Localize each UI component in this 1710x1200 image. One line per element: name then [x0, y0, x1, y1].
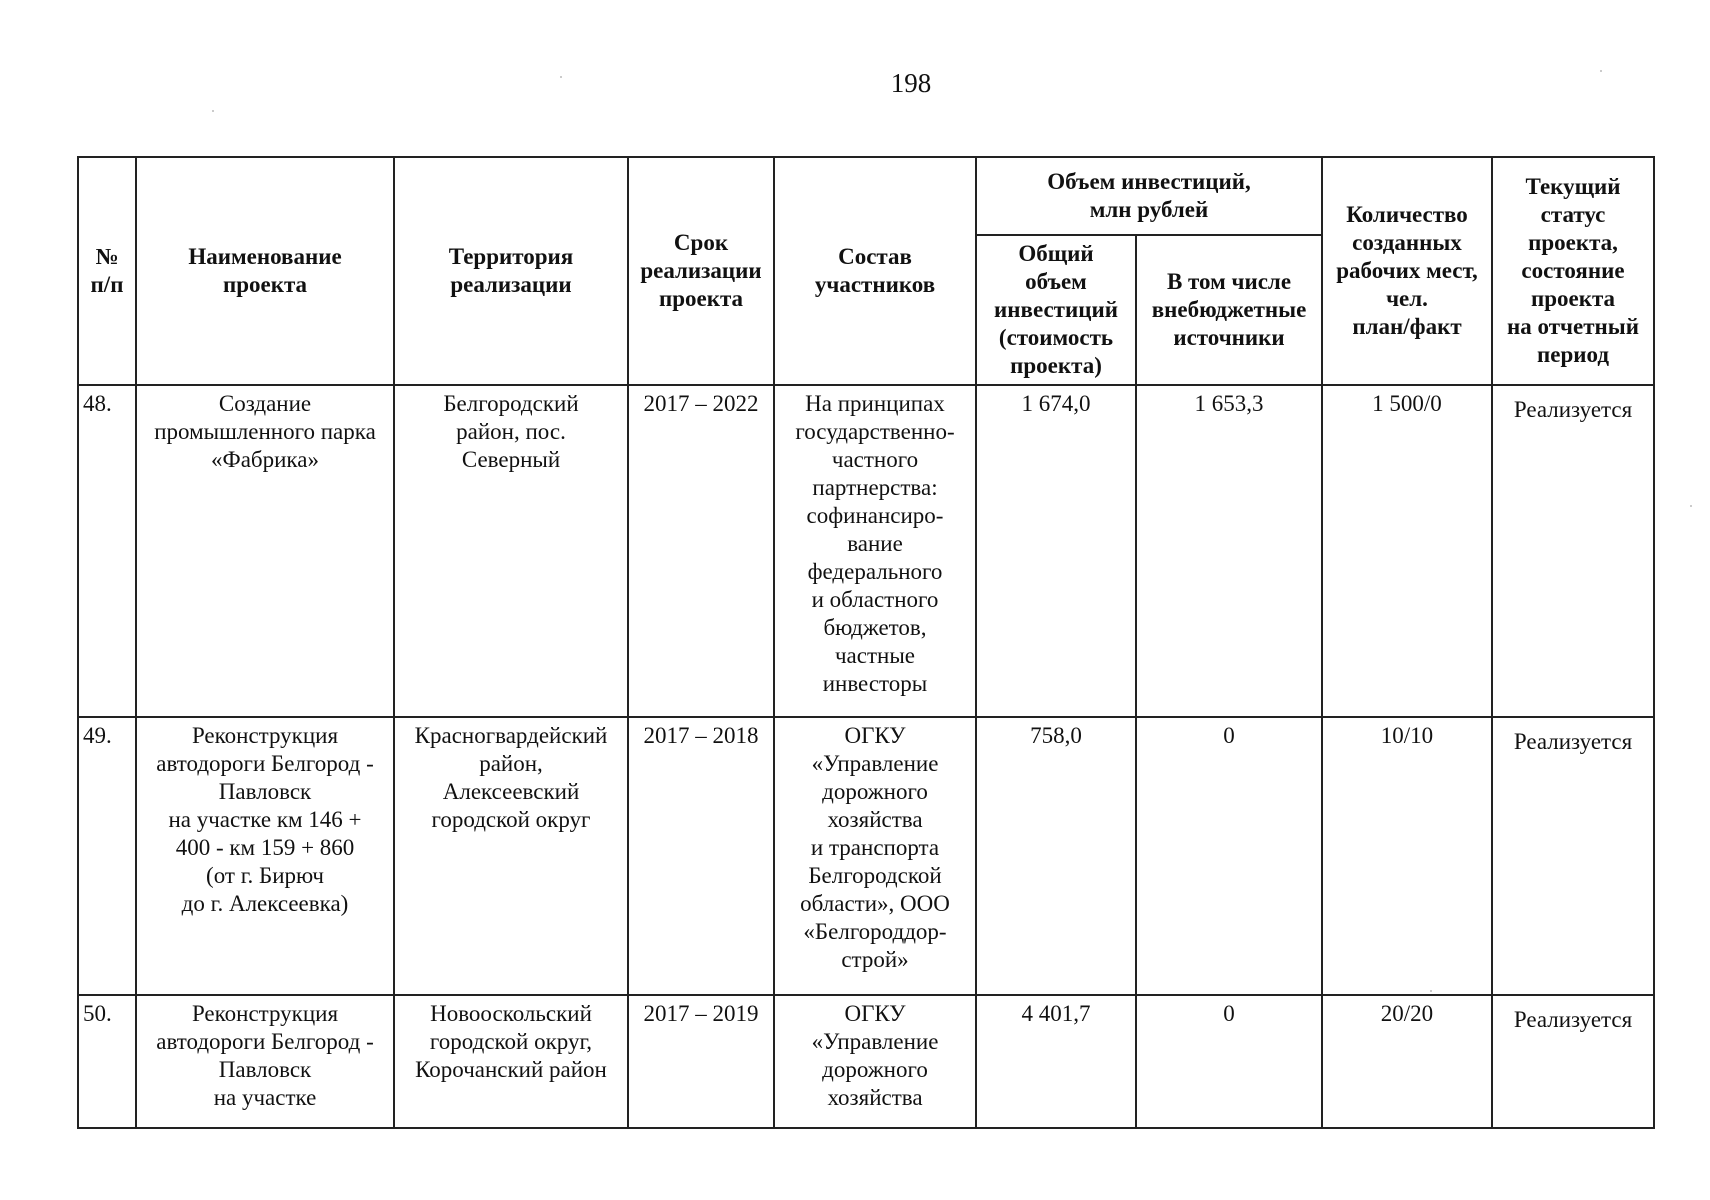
scan-speck — [1690, 505, 1692, 507]
header-num: № п/п — [78, 157, 136, 385]
cell-period: 2017 – 2022 — [628, 385, 774, 717]
cell-investment-total: 4 401,7 — [976, 995, 1136, 1128]
scan-speck — [1430, 990, 1432, 992]
cell-num: 50. — [78, 995, 136, 1128]
cell-investment-total: 1 674,0 — [976, 385, 1136, 717]
header-territory: Территория реализации — [394, 157, 628, 385]
scan-speck — [560, 76, 562, 78]
header-investment-total: Общий объем инвестиций (стоимость проекта) — [976, 235, 1136, 385]
cell-jobs: 20/20 — [1322, 995, 1492, 1128]
cell-investment-offbudget: 0 — [1136, 717, 1322, 995]
cell-investment-offbudget: 0 — [1136, 995, 1322, 1128]
cell-name: Реконструкция автодороги Белгород - Павловск на участке — [136, 995, 394, 1128]
cell-territory: Красногвардейский район, Алексеевский городской округ — [394, 717, 628, 995]
header-name: Наименование проекта — [136, 157, 394, 385]
cell-jobs: 1 500/0 — [1322, 385, 1492, 717]
header-investment-offbudget: В том числе внебюджетные источники — [1136, 235, 1322, 385]
cell-status: Реализуется — [1492, 385, 1654, 717]
table-header-row — [78, 157, 1654, 235]
cell-investment-offbudget: 1 653,3 — [1136, 385, 1322, 717]
cell-jobs: 10/10 — [1322, 717, 1492, 995]
cell-num: 49. — [78, 717, 136, 995]
scan-speck — [1600, 70, 1602, 72]
header-period: Срок реализации проекта — [628, 157, 774, 385]
cell-investment-total: 758,0 — [976, 717, 1136, 995]
header-jobs: Количество созданных рабочих мест, чел. план/факт — [1322, 157, 1492, 385]
cell-num: 48. — [78, 385, 136, 717]
table-row — [78, 995, 1654, 1128]
table-row — [78, 385, 1654, 717]
cell-territory: Новооскольский городской округ, Корочанский район — [394, 995, 628, 1128]
header-participants: Состав участников — [774, 157, 976, 385]
cell-period: 2017 – 2019 — [628, 995, 774, 1128]
cell-participants: На принципах государственно- частного партнерства: софинансиро- вание федерального и областного бюджетов, частные инвесторы — [774, 385, 976, 717]
cell-name: Реконструкция автодороги Белгород - Павловск на участке км 146 + 400 - км 159 + 860 (от г. Бирюч до г. Алексеевка) — [136, 717, 394, 995]
page-number: 198 — [890, 68, 932, 98]
cell-period: 2017 – 2018 — [628, 717, 774, 995]
table-row — [78, 717, 1654, 995]
cell-status: Реализуется — [1492, 995, 1654, 1128]
scan-speck — [212, 110, 214, 112]
header-investment-group: Объем инвестиций, млн рублей — [976, 157, 1322, 235]
cell-status: Реализуется — [1492, 717, 1654, 995]
projects-table — [77, 156, 1655, 1129]
cell-participants: ОГКУ «Управление дорожного хозяйства и транспорта Белгородской области», ООО «Белгороддор- строй» — [774, 717, 976, 995]
cell-participants: ОГКУ «Управление дорожного хозяйства — [774, 995, 976, 1128]
cell-territory: Белгородский район, пос. Северный — [394, 385, 628, 717]
cell-name: Создание промышленного парка «Фабрика» — [136, 385, 394, 717]
header-status: Текущий статус проекта, состояние проекта на отчетный период — [1492, 157, 1654, 385]
